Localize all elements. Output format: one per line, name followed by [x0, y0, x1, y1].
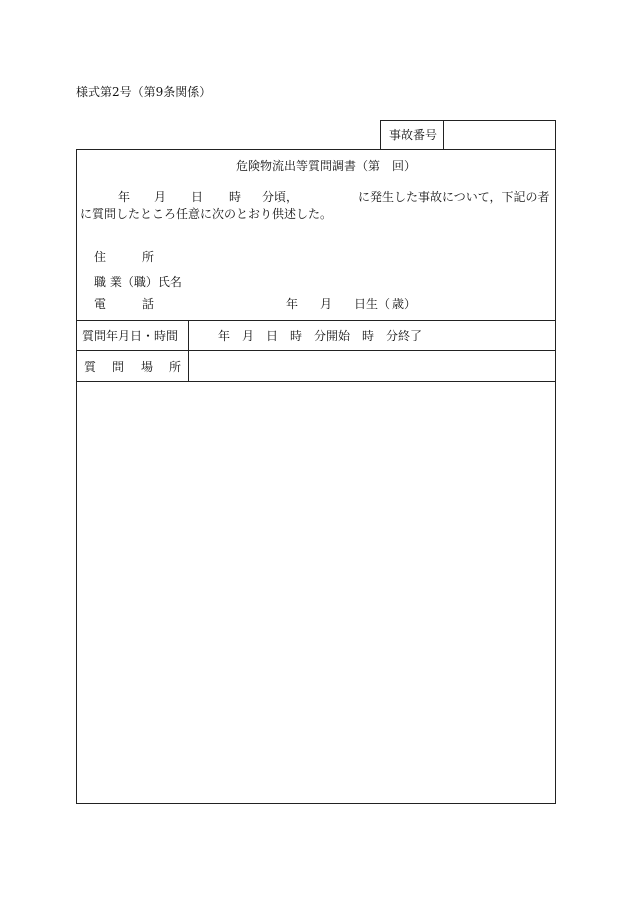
intro-line2: に質問したところ任意に次のとおり供述した。	[80, 207, 333, 221]
birth-year: 年	[286, 297, 299, 311]
interview-datetime-value[interactable]: 年 月 日 時 分開始 時 分終了	[218, 329, 423, 343]
document-title: 危険物流出等質問調書（第 回）	[236, 159, 417, 173]
interview-place-value[interactable]	[196, 361, 546, 375]
age-suffix: 歳）	[392, 297, 417, 311]
intro-minute: 分頃，	[262, 190, 299, 204]
incident-number-divider	[443, 120, 444, 150]
intro-year: 年	[118, 190, 131, 204]
interview-datetime-label: 質問年月日・時間	[82, 329, 179, 343]
phone-label-2: 話	[142, 297, 155, 311]
occupation-name-label: 職 業（職）氏名	[94, 275, 182, 289]
interview-place-label-2: 問	[112, 360, 125, 374]
interview-place-label-3: 場	[141, 360, 154, 374]
birth-month: 月	[320, 297, 333, 311]
intro-month: 月	[154, 190, 167, 204]
intro-line1-rest: に発生した事故について，下記の者	[358, 190, 550, 204]
form-label: 様式第2号（第9条関係）	[76, 85, 212, 99]
row-divider-3	[76, 381, 556, 382]
intro-day: 日	[191, 190, 204, 204]
interview-place-label-4: 所	[169, 360, 182, 374]
intro-hour: 時	[229, 190, 242, 204]
statement-body[interactable]	[84, 390, 546, 795]
phone-label-1: 電	[94, 297, 107, 311]
birth-day: 日生（	[354, 297, 391, 311]
row-divider-2	[76, 350, 556, 351]
incident-number-label: 事故番号	[389, 128, 438, 142]
incident-number-value[interactable]	[452, 129, 550, 143]
address-label-1: 住	[94, 250, 107, 264]
interview-place-label-1: 質	[84, 360, 97, 374]
address-label-2: 所	[142, 250, 155, 264]
row-divider-1	[76, 320, 556, 321]
